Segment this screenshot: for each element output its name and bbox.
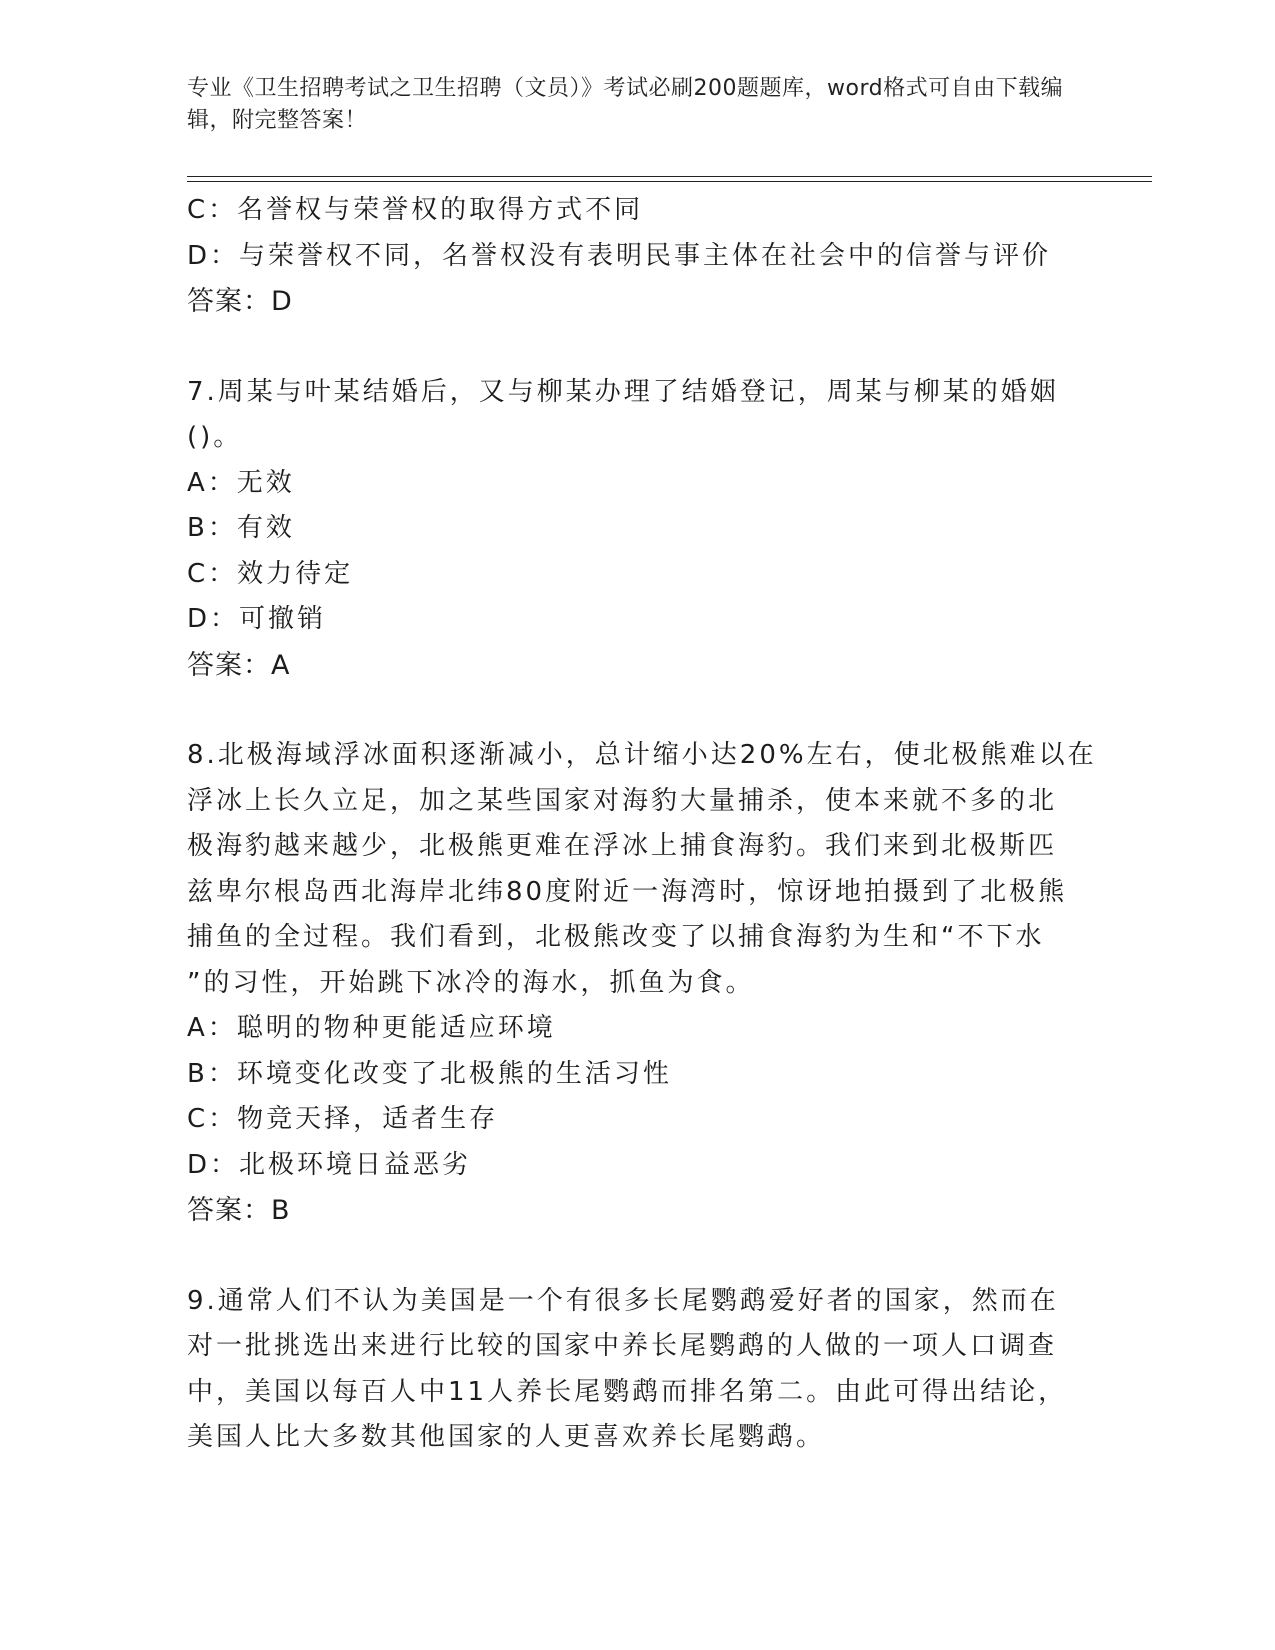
q8-stem-line-3: 极海豹越来越少，北极熊更难在浮冰上捕食海豹。我们来到北极斯匹	[187, 831, 1058, 861]
q8-stem-line-4: 兹卑尔根岛西北海岸北纬80度附近一海湾时，惊讶地拍摄到了北极熊	[187, 876, 1068, 907]
question-7	[187, 370, 1087, 689]
q7-option-a: A：无效	[187, 467, 295, 498]
q9-stem-line-3: 中，美国以每百人中11人养长尾鹦鹉而排名第二。由此可得出结论，	[187, 1376, 1068, 1407]
q8-option-d: D：北极环境日益恶劣	[187, 1149, 472, 1180]
q7-answer: 答案：A	[187, 649, 291, 681]
q6-option-d: D：与荣誉权不同，名誉权没有表明民事主体在社会中的信誉与评价	[187, 240, 1052, 271]
q8-option-c: C：物竞天择，适者生存	[187, 1104, 499, 1134]
q7-option-b: B：有效	[187, 513, 295, 543]
spacer	[187, 1234, 1087, 1279]
q7-option-d: D：可撤销	[187, 604, 327, 634]
spacer	[187, 688, 1087, 733]
header-divider-top	[187, 176, 1152, 177]
document-body	[187, 188, 1097, 1461]
q7-stem-line-1: 7.周某与叶某结婚后，又与柳某办理了结婚登记，周某与柳某的婚姻	[187, 376, 1059, 407]
q8-option-a: A：聪明的物种更能适应环境	[187, 1013, 556, 1043]
q8-stem-line-5: 捕鱼的全过程。我们看到，北极熊改变了以捕食海豹为生和“不下水	[187, 922, 1045, 952]
q9-stem-line-2: 对一批挑选出来进行比较的国家中养长尾鹦鹉的人做的一项人口调查	[187, 1331, 1058, 1361]
spacer	[187, 325, 1087, 370]
q6-option-c: C：名誉权与荣誉权的取得方式不同	[187, 195, 644, 225]
question-9	[187, 1279, 1087, 1461]
q9-stem-line-1: 9.通常人们不认为美国是一个有很多长尾鹦鹉爱好者的国家，然而在	[187, 1285, 1059, 1316]
q8-option-b: B：环境变化改变了北极熊的生活习性	[187, 1058, 672, 1089]
header-divider-bottom	[187, 181, 1152, 182]
q7-stem-line-2: ()。	[187, 422, 243, 452]
question-8	[187, 733, 1097, 1234]
q8-answer: 答案：B	[187, 1195, 291, 1226]
q7-option-c: C：效力待定	[187, 558, 354, 589]
q8-stem-line-2: 浮冰上长久立足，加之某些国家对海豹大量捕杀，使本来就不多的北	[187, 785, 1058, 816]
q6-answer: 答案：D	[187, 286, 293, 317]
q8-stem-line-1: 8.北极海域浮冰面积逐渐减小，总计缩小达20%左右，使北极熊难以在	[187, 740, 1097, 770]
q9-stem-line-4: 美国人比大多数其他国家的人更喜欢养长尾鹦鹉。	[187, 1422, 826, 1452]
question-6	[187, 188, 1087, 325]
document-header: 专业《卫生招聘考试之卫生招聘（文员）》考试必刷200题题库，word格式可自由下载编辑，附完整答案！	[187, 76, 1064, 133]
q8-stem-line-6: ”的习性，开始跳下冰冷的海水，抓鱼为食。	[187, 967, 755, 998]
